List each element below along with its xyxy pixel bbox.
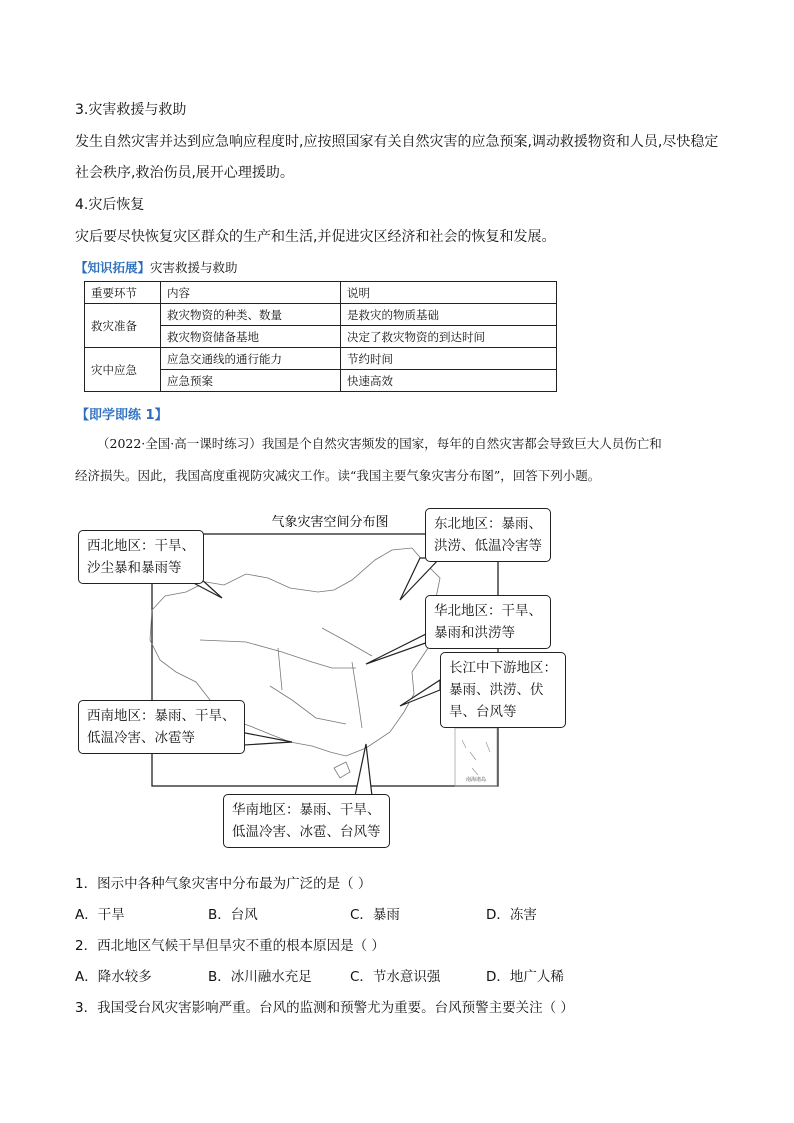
callout-north [425,595,551,649]
table-cell: 快速高效 [341,370,557,392]
question-2-option-d[interactable]: D．地广人稀 [486,969,564,985]
question-1-option-c[interactable]: C．暴雨 [350,907,400,923]
inset-label: 南海诸岛 [465,777,487,783]
callout-line: 旱、台风等 [449,704,517,720]
callout-line: 低温冷害、冰雹、台风等 [232,824,381,840]
map-title: 气象灾害空间分布图 [271,515,389,530]
section-3-title: 3.灾害救援与救助 [75,102,187,118]
table-cell: 应急预案 [161,370,341,392]
table-cell: 是救灾的物质基础 [341,304,557,326]
knowledge-tag: 【知识拓展】 [75,260,151,275]
callout-line: 东北地区：暴雨、 [434,516,542,532]
table-stage-cell: 灾中应急 [85,348,161,392]
question-2-option-c[interactable]: C．节水意识强 [350,969,441,985]
question-1-stem: 1．图示中各种气象灾害中分布最为广泛的是（ ） [75,876,372,892]
callout-northeast [425,508,551,562]
question-1-option-a[interactable]: A．干旱 [75,907,125,923]
table-cell: 应急交通线的通行能力 [161,348,341,370]
table-cell: 节约时间 [341,348,557,370]
callout-line: 低温冷害、冰雹等 [87,730,195,746]
callout-line: 华南地区：暴雨、干旱、 [232,802,381,818]
table-header-cell: 重要环节 [85,282,161,304]
question-2-stem: 2．西北地区气候干旱但旱灾不重的根本原因是（ ） [75,938,385,954]
callout-line: 西南地区：暴雨、干旱、 [87,708,236,724]
section-4-title: 4.灾后恢复 [75,197,145,213]
callout-line: 暴雨、洪涝、伏 [449,682,544,698]
callout-yangtze [440,652,566,728]
table-cell: 救灾物资的种类、数量 [161,304,341,326]
callout-line: 西北地区：干旱、 [87,538,195,554]
callout-line: 华北地区：干旱、 [434,603,542,619]
table-header-cell: 内容 [161,282,341,304]
table-cell: 救灾物资储备基地 [161,326,341,348]
practice-intro-line-2: 经济损失。因此，我国高度重视防灾减灾工作。读“我国主要气象灾害分布图”，回答下列小题。 [75,468,601,483]
callout-line: 长江中下游地区： [449,660,557,676]
question-1-option-d[interactable]: D．冻害 [486,907,537,923]
table-cell: 决定了救灾物资的到达时间 [341,326,557,348]
table-stage-cell: 救灾准备 [85,304,161,348]
callout-line: 洪涝、低温冷害等 [434,538,542,554]
section-4-body: 灾后要尽快恢复灾区群众的生产和生活,并促进灾区经济和社会的恢复和发展。 [75,229,556,245]
callout-line: 沙尘暴和暴雨等 [87,560,182,576]
callout-line: 暴雨和洪涝等 [434,625,515,641]
practice-tag: 【即学即练 1】 [76,408,168,423]
practice-intro-line-1: （2022·全国·高一课时练习）我国是个自然灾害频发的国家，每年的自然灾害都会导致巨大人员伤亡和 [97,436,662,451]
section-3-body-line-2: 社会秩序,救治伤员,展开心理援助。 [75,165,294,181]
callout-southwest [78,700,245,754]
callout-south [223,794,390,848]
callout-northwest [78,530,204,584]
question-2-option-a[interactable]: A．降水较多 [75,969,152,985]
section-3-body-line-1: 发生自然灾害并达到应急响应程度时,应按照国家有关自然灾害的应急预案,调动救援物资和人员,尽快稳定 [75,134,719,150]
question-3-stem: 3．我国受台风灾害影响严重。台风的监测和预警尤为重要。台风预警主要关注（ ） [75,1000,574,1016]
knowledge-title: 灾害救援与救助 [150,260,238,275]
question-2-option-b[interactable]: B．冰川融水充足 [208,969,312,985]
table-header-cell: 说明 [341,282,557,304]
question-1-option-b[interactable]: B．台风 [208,907,258,923]
